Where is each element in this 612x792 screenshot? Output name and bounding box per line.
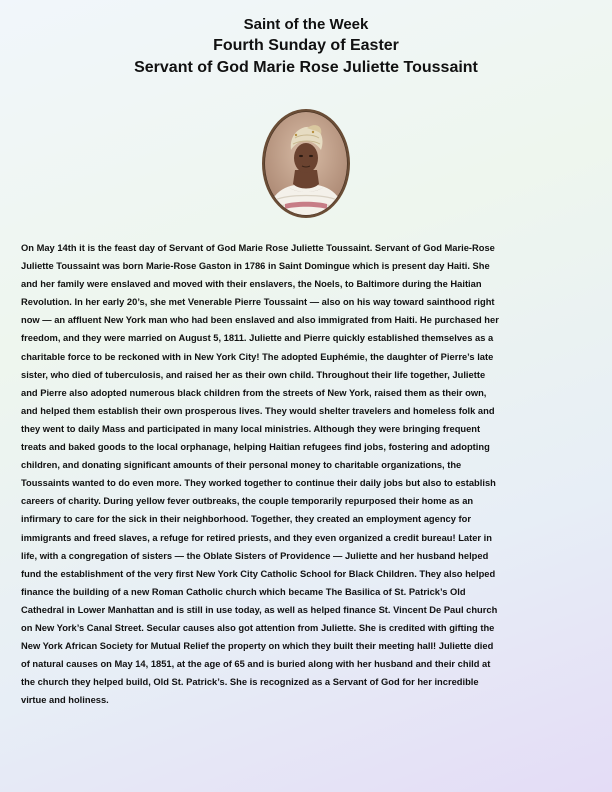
portrait-image <box>261 108 351 219</box>
page-header <box>0 14 612 79</box>
saint-name: Servant of God Marie Rose Juliette Toussaint <box>134 59 478 76</box>
saint-biography: On May 14th it is the feast day of Servant of God Marie Rose Juliette Toussaint. Servant of God Marie-Rose Juliette Toussaint was born Marie-Rose Gaston in 1786 in Saint Domingue which is present day Haiti. She and her family were enslaved and moved with their enslavers, the Noels, to Baltimore during the Haitian Revolution. In her early 20’s, she met Venerable Pierre Toussaint — also on his way toward sainthood right now — an affluent New York man who had been enslaved and also immigrated from Haiti. He purchased her freedom, and they were married on August 5, 1811. Juliette and Pierre quickly established themselves as a charitable force to be reckoned with in New York City! The adopted Euphémie, the daughter of Pierre’s late sister, who died of tuberculosis, and raised her as their own child. Throughout their life together, Juliette and Pierre also adopted numerous black children from the streets of New York, raised them as their own, and helped them establish their own prosperous lives. They would shelter travelers and homeless folk and they went to daily Mass and participated in many local ministries. Although they were bringing frequent treats and baked goods to the local orphanage, helping Haitian refugees find jobs, fostering and adopting children, and donating significant amounts of their personal money to charitable organizations, the Toussaints wanted to do even more. They worked together to continue their daily jobs but also to establish careers of charity. During yellow fever outbreaks, the couple temporarily repurposed their home as an infirmary to care for the sick in their neighborhood. Together, they created an employment agency for immigrants and freed slaves, a refuge for retired priests, and they even organized a credit bureau! Later in life, with a congregation of sisters — the Oblate Sisters of Providence — Juliette and her husband helped fund the establishment of the very first New York City Catholic School for Black Children. They also helped finance the building of a new Roman Catholic church which became The Basilica of St. Patrick’s Old Cathedral in Lower Manhattan and is still in use today, as well as helped finance St. Vincent De Paul church on New York’s Canal Street. Secular causes also got attention from Juliette. She is credited with gifting the New York African Society for Mutual Relief the property on which they built their meeting hall! Juliette died of natural causes on May 14, 1851, at the age of 65 and is buried along with her husband and their child at the church they helped build, Old St. Patrick’s. She is recognized as a Servant of God for her incredible virtue and holiness. <box>21 243 499 706</box>
page-title: Saint of the Week <box>243 16 369 33</box>
liturgical-day: Fourth Sunday of Easter <box>213 37 399 54</box>
